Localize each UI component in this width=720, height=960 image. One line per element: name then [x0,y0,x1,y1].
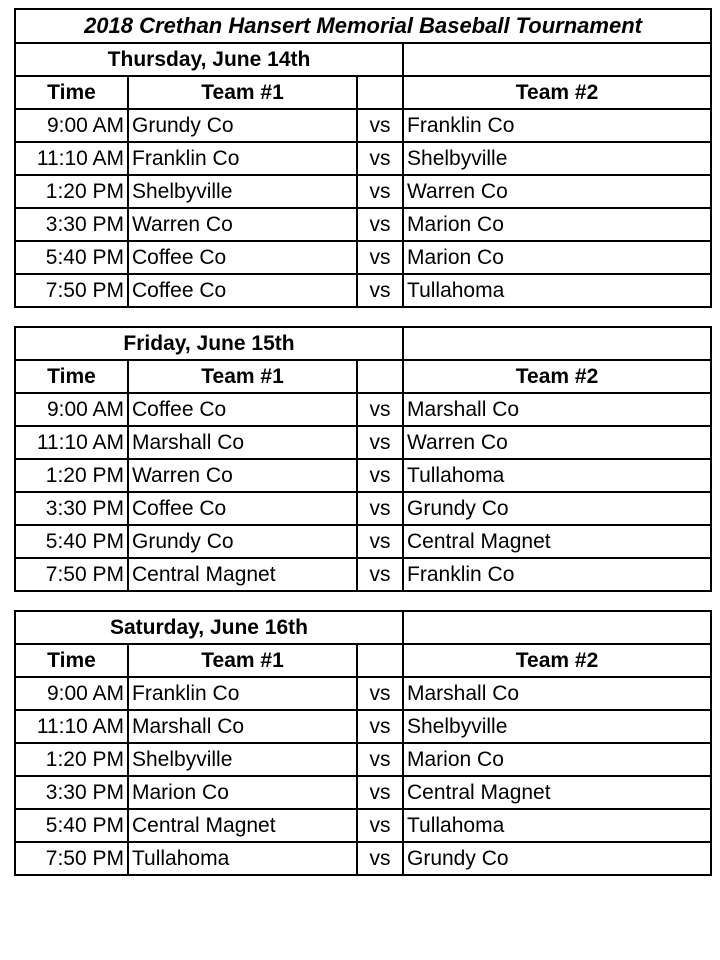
game-team1: Tullahoma [128,842,357,875]
game-row [15,241,711,274]
game-time: 3:30 PM [15,492,128,525]
game-time: 11:10 AM [15,710,128,743]
day-spacer [14,592,710,610]
day-label: Saturday, June 16th [15,611,403,644]
game-team2: Franklin Co [403,558,711,591]
title-table [14,8,712,44]
game-team1: Grundy Co [128,525,357,558]
day-schedule-table [14,42,712,308]
game-row [15,459,711,492]
game-vs: vs [357,525,403,558]
game-team1: Shelbyville [128,175,357,208]
game-vs: vs [357,142,403,175]
game-team1: Coffee Co [128,241,357,274]
game-time: 7:50 PM [15,842,128,875]
game-row [15,743,711,776]
game-row [15,393,711,426]
game-team1: Warren Co [128,208,357,241]
header-team2: Team #2 [403,360,711,393]
game-team2: Grundy Co [403,842,711,875]
game-vs: vs [357,459,403,492]
game-team2: Central Magnet [403,776,711,809]
days-container [14,42,710,876]
game-row [15,492,711,525]
game-vs: vs [357,175,403,208]
game-time: 9:00 AM [15,677,128,710]
game-vs: vs [357,426,403,459]
game-team1: Marshall Co [128,710,357,743]
game-time: 5:40 PM [15,525,128,558]
game-team1: Warren Co [128,459,357,492]
game-row [15,142,711,175]
game-row [15,710,711,743]
game-team1: Franklin Co [128,142,357,175]
tournament-schedule [14,8,710,876]
game-vs: vs [357,677,403,710]
game-vs: vs [357,743,403,776]
game-vs: vs [357,109,403,142]
game-row [15,809,711,842]
game-row [15,426,711,459]
game-team2: Marion Co [403,241,711,274]
tournament-title: 2018 Crethan Hansert Memorial Baseball Tournament [15,9,711,43]
game-time: 1:20 PM [15,743,128,776]
header-vs-blank [357,76,403,109]
game-team1: Franklin Co [128,677,357,710]
day-label-blank [403,43,711,76]
header-time: Time [15,76,128,109]
game-time: 3:30 PM [15,776,128,809]
game-team1: Coffee Co [128,274,357,307]
header-time: Time [15,360,128,393]
game-row [15,109,711,142]
header-team1: Team #1 [128,76,357,109]
game-time: 5:40 PM [15,809,128,842]
game-team1: Central Magnet [128,558,357,591]
game-team1: Coffee Co [128,492,357,525]
game-row [15,842,711,875]
header-team1: Team #1 [128,644,357,677]
game-time: 1:20 PM [15,175,128,208]
day-schedule-table [14,610,712,876]
game-time: 9:00 AM [15,393,128,426]
header-time: Time [15,644,128,677]
header-team2: Team #2 [403,644,711,677]
game-team1: Shelbyville [128,743,357,776]
day-label-blank [403,611,711,644]
header-vs-blank [357,360,403,393]
game-team1: Marshall Co [128,426,357,459]
day-label-blank [403,327,711,360]
game-time: 3:30 PM [15,208,128,241]
game-time: 9:00 AM [15,109,128,142]
game-row [15,677,711,710]
game-team2: Marshall Co [403,677,711,710]
game-time: 11:10 AM [15,426,128,459]
game-vs: vs [357,241,403,274]
header-vs-blank [357,644,403,677]
game-time: 5:40 PM [15,241,128,274]
game-vs: vs [357,492,403,525]
game-row [15,525,711,558]
game-vs: vs [357,776,403,809]
day-spacer [14,308,710,326]
game-team2: Shelbyville [403,710,711,743]
game-row [15,208,711,241]
game-team2: Warren Co [403,175,711,208]
game-team2: Central Magnet [403,525,711,558]
day-label: Friday, June 15th [15,327,403,360]
game-team1: Grundy Co [128,109,357,142]
game-row [15,776,711,809]
day-schedule-table [14,326,712,592]
game-vs: vs [357,274,403,307]
game-team2: Tullahoma [403,809,711,842]
game-row [15,175,711,208]
game-time: 7:50 PM [15,274,128,307]
game-vs: vs [357,558,403,591]
game-time: 11:10 AM [15,142,128,175]
game-vs: vs [357,809,403,842]
day-label: Thursday, June 14th [15,43,403,76]
game-team2: Grundy Co [403,492,711,525]
game-vs: vs [357,710,403,743]
game-team2: Tullahoma [403,274,711,307]
game-team2: Tullahoma [403,459,711,492]
game-vs: vs [357,393,403,426]
game-team1: Central Magnet [128,809,357,842]
game-team2: Warren Co [403,426,711,459]
game-team2: Marion Co [403,743,711,776]
game-vs: vs [357,208,403,241]
game-vs: vs [357,842,403,875]
game-team1: Coffee Co [128,393,357,426]
header-team1: Team #1 [128,360,357,393]
game-team2: Marshall Co [403,393,711,426]
game-team2: Shelbyville [403,142,711,175]
game-row [15,558,711,591]
game-team1: Marion Co [128,776,357,809]
game-time: 7:50 PM [15,558,128,591]
game-team2: Marion Co [403,208,711,241]
game-row [15,274,711,307]
header-team2: Team #2 [403,76,711,109]
game-time: 1:20 PM [15,459,128,492]
game-team2: Franklin Co [403,109,711,142]
